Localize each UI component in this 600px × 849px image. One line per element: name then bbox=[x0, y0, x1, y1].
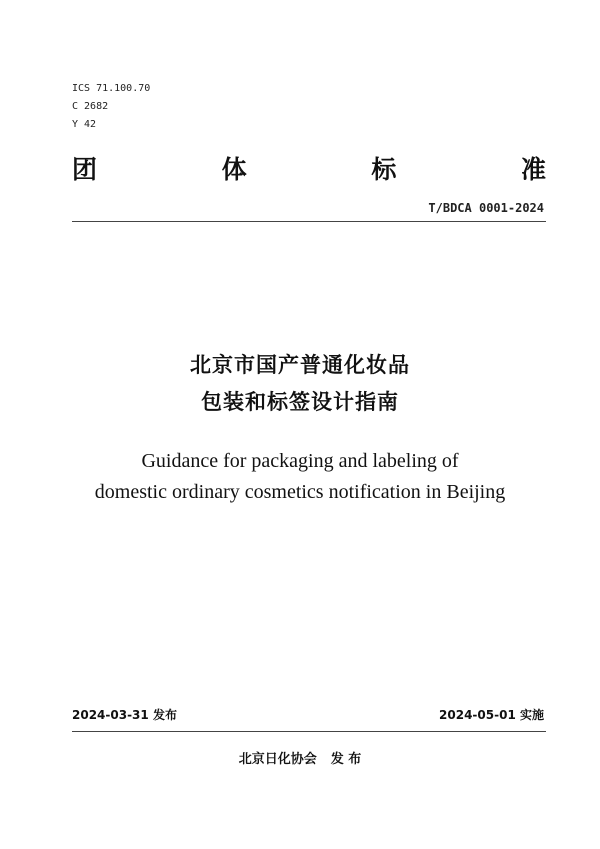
standard-type-heading bbox=[72, 150, 546, 186]
publisher-line bbox=[0, 748, 600, 767]
title-zh-line1: 北京市国产普通化妆品 bbox=[190, 353, 410, 377]
issue-date: 2024-03-31 bbox=[72, 708, 149, 722]
publisher-name: 北京日化协会 bbox=[238, 752, 317, 767]
footer-divider bbox=[72, 731, 546, 732]
implement-date-block bbox=[439, 706, 544, 723]
category-code: Y 42 bbox=[72, 119, 97, 130]
implement-label: 实施 bbox=[519, 708, 544, 722]
title-en-line2: domestic ordinary cosmetics notification in Beijing bbox=[94, 481, 506, 503]
standard-number: T/BDCA 0001-2024 bbox=[428, 201, 544, 215]
classification-codes bbox=[72, 80, 150, 134]
standard-type-char: 标 bbox=[371, 155, 397, 184]
standard-type-char: 体 bbox=[221, 155, 247, 184]
ccs-code: C 2682 bbox=[72, 101, 109, 112]
standard-type-char: 准 bbox=[520, 155, 546, 184]
standard-type-char: 团 bbox=[72, 155, 98, 184]
title-zh-line2: 包装和标签设计指南 bbox=[201, 390, 399, 414]
issue-date-block bbox=[72, 706, 177, 723]
publisher-label: 发 布 bbox=[330, 752, 362, 767]
implement-date: 2024-05-01 bbox=[439, 708, 516, 722]
ics-code: ICS 71.100.70 bbox=[72, 83, 151, 94]
title-en-line1: Guidance for packaging and labeling of bbox=[141, 450, 459, 472]
issue-label: 发布 bbox=[152, 708, 177, 722]
header-divider bbox=[72, 221, 546, 222]
